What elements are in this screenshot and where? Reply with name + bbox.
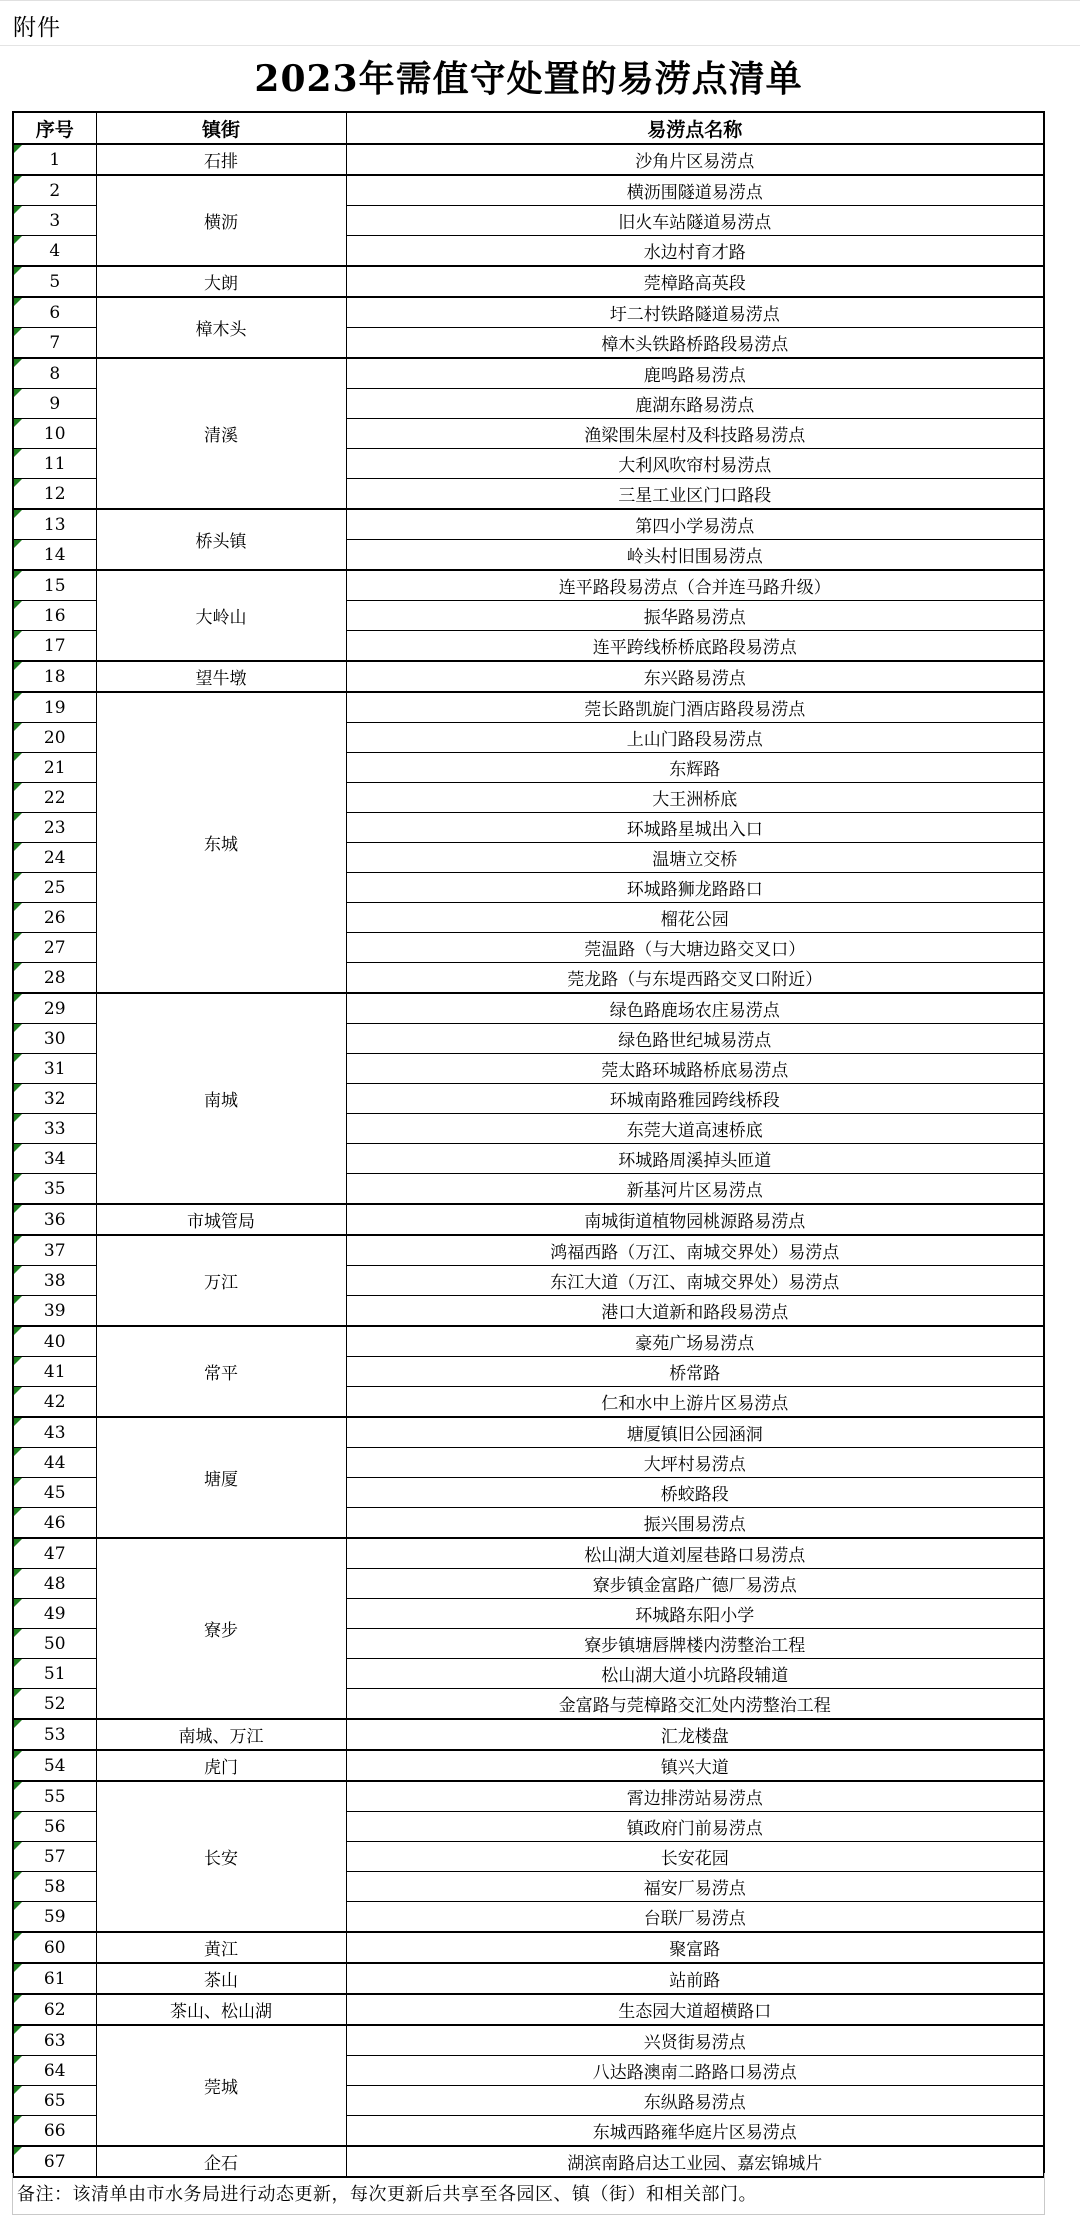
cell-flood-point-name: 兴贤街易涝点 (346, 2025, 1044, 2056)
cell-town: 塘厦 (96, 1417, 346, 1538)
cell-seq: 27 (13, 933, 96, 963)
cell-seq: 36 (13, 1204, 96, 1235)
cell-flood-point-name: 绿色路鹿场农庄易涝点 (346, 993, 1044, 1024)
column-header-town: 镇街 (96, 112, 346, 144)
cell-seq: 38 (13, 1266, 96, 1296)
cell-seq: 7 (13, 328, 96, 359)
column-header-name: 易涝点名称 (346, 112, 1044, 144)
table-row (13, 175, 1044, 206)
cell-seq: 67 (13, 2146, 96, 2177)
cell-flood-point-name: 旧火车站隧道易涝点 (346, 206, 1044, 236)
cell-seq: 66 (13, 2116, 96, 2147)
cell-flood-point-name: 塘厦镇旧公园涵洞 (346, 1417, 1044, 1448)
cell-flood-point-name: 台联厂易涝点 (346, 1902, 1044, 1933)
footnote: 备注：该清单由市水务局进行动态更新，每次更新后共享至各园区、镇（街）和相关部门。 (12, 2173, 1045, 2215)
cell-corner-flag-icon (14, 1266, 22, 1274)
cell-seq: 35 (13, 1174, 96, 1205)
table-row (13, 993, 1044, 1024)
cell-corner-flag-icon (14, 813, 22, 821)
cell-corner-flag-icon (14, 1174, 22, 1182)
cell-corner-flag-icon (14, 873, 22, 881)
cell-flood-point-name: 仁和水中上游片区易涝点 (346, 1387, 1044, 1418)
cell-seq: 29 (13, 993, 96, 1024)
cell-corner-flag-icon (14, 1629, 22, 1637)
cell-corner-flag-icon (14, 1872, 22, 1880)
cell-town: 茶山 (96, 1963, 346, 1994)
cell-corner-flag-icon (14, 1812, 22, 1820)
table-row (13, 1719, 1044, 1750)
cell-seq: 3 (13, 206, 96, 236)
cell-town: 望牛墩 (96, 661, 346, 692)
cell-seq: 31 (13, 1054, 96, 1084)
cell-flood-point-name: 横沥围隧道易涝点 (346, 175, 1044, 206)
cell-flood-point-name: 桥常路 (346, 1357, 1044, 1387)
cell-flood-point-name: 生态园大道超横路口 (346, 1994, 1044, 2025)
cell-town: 市城管局 (96, 1204, 346, 1235)
cell-seq: 41 (13, 1357, 96, 1387)
cell-seq: 32 (13, 1084, 96, 1114)
cell-flood-point-name: 莞长路凯旋门酒店路段易涝点 (346, 692, 1044, 723)
cell-corner-flag-icon (14, 1902, 22, 1910)
cell-seq: 19 (13, 692, 96, 723)
cell-town: 清溪 (96, 358, 346, 509)
cell-corner-flag-icon (14, 206, 22, 214)
cell-corner-flag-icon (14, 236, 22, 244)
flood-table-body (13, 144, 1044, 2177)
cell-corner-flag-icon (14, 1720, 22, 1728)
cell-corner-flag-icon (14, 1144, 22, 1152)
cell-flood-point-name: 环城路东阳小学 (346, 1599, 1044, 1629)
cell-corner-flag-icon (14, 1508, 22, 1516)
cell-corner-flag-icon (14, 540, 22, 548)
table-row (13, 1326, 1044, 1357)
cell-seq: 22 (13, 783, 96, 813)
cell-corner-flag-icon (14, 1327, 22, 1335)
cell-seq: 50 (13, 1629, 96, 1659)
table-row (13, 266, 1044, 297)
cell-town: 大朗 (96, 266, 346, 297)
table-header-row (13, 112, 1044, 144)
cell-seq: 45 (13, 1478, 96, 1508)
cell-seq: 42 (13, 1387, 96, 1418)
cell-town: 樟木头 (96, 297, 346, 358)
cell-seq: 61 (13, 1963, 96, 1994)
table-row (13, 1750, 1044, 1781)
table-row (13, 692, 1044, 723)
cell-flood-point-name: 聚富路 (346, 1932, 1044, 1963)
cell-corner-flag-icon (14, 1539, 22, 1547)
cell-town: 常平 (96, 1326, 346, 1417)
cell-corner-flag-icon (14, 145, 22, 153)
cell-seq: 53 (13, 1719, 96, 1750)
cell-town: 虎门 (96, 1750, 346, 1781)
cell-flood-point-name: 大坪村易涝点 (346, 1448, 1044, 1478)
cell-town: 石排 (96, 144, 346, 175)
cell-flood-point-name: 福安厂易涝点 (346, 1872, 1044, 1902)
cell-seq: 8 (13, 358, 96, 389)
cell-seq: 12 (13, 479, 96, 510)
cell-corner-flag-icon (14, 903, 22, 911)
cell-town: 大岭山 (96, 570, 346, 661)
cell-corner-flag-icon (14, 510, 22, 518)
cell-corner-flag-icon (14, 933, 22, 941)
cell-flood-point-name: 南城街道植物园桃源路易涝点 (346, 1204, 1044, 1235)
cell-corner-flag-icon (14, 1478, 22, 1486)
cell-corner-flag-icon (14, 843, 22, 851)
cell-corner-flag-icon (14, 1296, 22, 1304)
cell-flood-point-name: 渔梁围朱屋村及科技路易涝点 (346, 419, 1044, 449)
cell-flood-point-name: 东江大道（万江、南城交界处）易涝点 (346, 1266, 1044, 1296)
table-row (13, 1204, 1044, 1235)
cell-flood-point-name: 霄边排涝站易涝点 (346, 1781, 1044, 1812)
cell-corner-flag-icon (14, 693, 22, 701)
cell-flood-point-name: 温塘立交桥 (346, 843, 1044, 873)
cell-flood-point-name: 莞龙路（与东堤西路交叉口附近） (346, 963, 1044, 994)
cell-corner-flag-icon (14, 359, 22, 367)
cell-seq: 34 (13, 1144, 96, 1174)
cell-flood-point-name: 松山湖大道刘屋巷路口易涝点 (346, 1538, 1044, 1569)
cell-corner-flag-icon (14, 1236, 22, 1244)
cell-flood-point-name: 连平路段易涝点（合并连马路升级） (346, 570, 1044, 601)
cell-town: 莞城 (96, 2025, 346, 2146)
cell-seq: 1 (13, 144, 96, 175)
flood-points-table (12, 111, 1045, 2178)
cell-flood-point-name: 沙角片区易涝点 (346, 144, 1044, 175)
table-row (13, 1963, 1044, 1994)
cell-seq: 14 (13, 540, 96, 571)
cell-seq: 65 (13, 2086, 96, 2116)
cell-flood-point-name: 榴花公园 (346, 903, 1044, 933)
cell-seq: 20 (13, 723, 96, 753)
cell-seq: 25 (13, 873, 96, 903)
cell-flood-point-name: 鸿福西路（万江、南城交界处）易涝点 (346, 1235, 1044, 1266)
cell-corner-flag-icon (14, 449, 22, 457)
cell-flood-point-name: 圩二村铁路隧道易涝点 (346, 297, 1044, 328)
table-row (13, 2025, 1044, 2056)
table-row (13, 570, 1044, 601)
cell-corner-flag-icon (14, 1964, 22, 1972)
cell-seq: 30 (13, 1024, 96, 1054)
cell-corner-flag-icon (14, 1659, 22, 1667)
cell-corner-flag-icon (14, 2116, 22, 2124)
cell-seq: 17 (13, 631, 96, 662)
cell-flood-point-name: 长安花园 (346, 1842, 1044, 1872)
table-row (13, 661, 1044, 692)
cell-seq: 43 (13, 1417, 96, 1448)
cell-flood-point-name: 莞太路环城路桥底易涝点 (346, 1054, 1044, 1084)
table-row (13, 1235, 1044, 1266)
column-header-seq: 序号 (13, 112, 96, 144)
cell-corner-flag-icon (14, 2026, 22, 2034)
cell-seq: 37 (13, 1235, 96, 1266)
cell-seq: 13 (13, 509, 96, 540)
cell-seq: 62 (13, 1994, 96, 2025)
cell-corner-flag-icon (14, 2086, 22, 2094)
cell-corner-flag-icon (14, 1842, 22, 1850)
cell-flood-point-name: 寮步镇塘唇牌楼内涝整治工程 (346, 1629, 1044, 1659)
cell-corner-flag-icon (14, 723, 22, 731)
cell-corner-flag-icon (14, 1387, 22, 1395)
cell-flood-point-name: 绿色路世纪城易涝点 (346, 1024, 1044, 1054)
table-row (13, 297, 1044, 328)
cell-flood-point-name: 金富路与莞樟路交汇处内涝整治工程 (346, 1689, 1044, 1720)
cell-corner-flag-icon (14, 1448, 22, 1456)
cell-corner-flag-icon (14, 1418, 22, 1426)
cell-flood-point-name: 镇兴大道 (346, 1750, 1044, 1781)
table-row (13, 1538, 1044, 1569)
cell-corner-flag-icon (14, 419, 22, 427)
cell-flood-point-name: 水边村育才路 (346, 236, 1044, 267)
cell-seq: 33 (13, 1114, 96, 1144)
cell-seq: 56 (13, 1812, 96, 1842)
cell-corner-flag-icon (14, 994, 22, 1002)
table-row (13, 1417, 1044, 1448)
cell-flood-point-name: 三星工业区门口路段 (346, 479, 1044, 510)
cell-corner-flag-icon (14, 1054, 22, 1062)
cell-flood-point-name: 鹿湖东路易涝点 (346, 389, 1044, 419)
cell-flood-point-name: 环城路周溪掉头匝道 (346, 1144, 1044, 1174)
cell-seq: 21 (13, 753, 96, 783)
cell-town: 茶山、松山湖 (96, 1994, 346, 2025)
cell-seq: 15 (13, 570, 96, 601)
cell-flood-point-name: 莞樟路高英段 (346, 266, 1044, 297)
cell-town: 寮步 (96, 1538, 346, 1719)
cell-corner-flag-icon (14, 1357, 22, 1365)
attachment-label: 附件 (13, 15, 61, 41)
cell-flood-point-name: 莞温路（与大塘边路交叉口） (346, 933, 1044, 963)
cell-seq: 6 (13, 297, 96, 328)
cell-corner-flag-icon (14, 328, 22, 336)
cell-seq: 2 (13, 175, 96, 206)
cell-seq: 47 (13, 1538, 96, 1569)
cell-seq: 23 (13, 813, 96, 843)
cell-corner-flag-icon (14, 389, 22, 397)
cell-flood-point-name: 连平跨线桥桥底路段易涝点 (346, 631, 1044, 662)
cell-seq: 18 (13, 661, 96, 692)
cell-corner-flag-icon (14, 783, 22, 791)
cell-flood-point-name: 站前路 (346, 1963, 1044, 1994)
cell-flood-point-name: 汇龙楼盘 (346, 1719, 1044, 1750)
cell-flood-point-name: 东兴路易涝点 (346, 661, 1044, 692)
cell-seq: 46 (13, 1508, 96, 1539)
cell-flood-point-name: 鹿鸣路易涝点 (346, 358, 1044, 389)
cell-flood-point-name: 环城南路雅园跨线桥段 (346, 1084, 1044, 1114)
cell-flood-point-name: 振兴围易涝点 (346, 1508, 1044, 1539)
cell-corner-flag-icon (14, 1751, 22, 1759)
cell-corner-flag-icon (14, 753, 22, 761)
cell-corner-flag-icon (14, 662, 22, 670)
cell-corner-flag-icon (14, 1599, 22, 1607)
cell-corner-flag-icon (14, 298, 22, 306)
cell-corner-flag-icon (14, 1205, 22, 1213)
cell-seq: 40 (13, 1326, 96, 1357)
cell-flood-point-name: 桥蛟路段 (346, 1478, 1044, 1508)
cell-seq: 28 (13, 963, 96, 994)
cell-corner-flag-icon (14, 571, 22, 579)
cell-corner-flag-icon (14, 1569, 22, 1577)
cell-seq: 5 (13, 266, 96, 297)
cell-corner-flag-icon (14, 631, 22, 639)
cell-seq: 63 (13, 2025, 96, 2056)
cell-seq: 11 (13, 449, 96, 479)
cell-seq: 57 (13, 1842, 96, 1872)
cell-corner-flag-icon (14, 267, 22, 275)
cell-flood-point-name: 东纵路易涝点 (346, 2086, 1044, 2116)
cell-corner-flag-icon (14, 2147, 22, 2155)
cell-flood-point-name: 东莞大道高速桥底 (346, 1114, 1044, 1144)
cell-seq: 52 (13, 1689, 96, 1720)
page-title: 2023年需值守处置的易涝点清单 (254, 58, 803, 100)
cell-flood-point-name: 东城西路雍华庭片区易涝点 (346, 2116, 1044, 2147)
cell-flood-point-name: 豪苑广场易涝点 (346, 1326, 1044, 1357)
cell-town: 万江 (96, 1235, 346, 1326)
cell-flood-point-name: 东辉路 (346, 753, 1044, 783)
cell-seq: 39 (13, 1296, 96, 1327)
cell-flood-point-name: 港口大道新和路段易涝点 (346, 1296, 1044, 1327)
cell-seq: 16 (13, 601, 96, 631)
cell-corner-flag-icon (14, 1689, 22, 1697)
cell-seq: 51 (13, 1659, 96, 1689)
cell-flood-point-name: 振华路易涝点 (346, 601, 1044, 631)
cell-corner-flag-icon (14, 1084, 22, 1092)
cell-town: 南城、万江 (96, 1719, 346, 1750)
page-gridline (0, 45, 1080, 46)
cell-corner-flag-icon (14, 963, 22, 971)
cell-town: 横沥 (96, 175, 346, 266)
cell-flood-point-name: 环城路星城出入口 (346, 813, 1044, 843)
table-row (13, 1994, 1044, 2025)
cell-seq: 48 (13, 1569, 96, 1599)
cell-flood-point-name: 镇政府门前易涝点 (346, 1812, 1044, 1842)
cell-corner-flag-icon (14, 1782, 22, 1790)
table-row (13, 1781, 1044, 1812)
cell-flood-point-name: 寮步镇金富路广德厂易涝点 (346, 1569, 1044, 1599)
cell-corner-flag-icon (14, 1933, 22, 1941)
cell-seq: 60 (13, 1932, 96, 1963)
cell-seq: 4 (13, 236, 96, 267)
cell-town: 黄江 (96, 1932, 346, 1963)
cell-corner-flag-icon (14, 1024, 22, 1032)
cell-flood-point-name: 樟木头铁路桥路段易涝点 (346, 328, 1044, 359)
cell-flood-point-name: 松山湖大道小坑路段辅道 (346, 1659, 1044, 1689)
cell-seq: 64 (13, 2056, 96, 2086)
cell-corner-flag-icon (14, 601, 22, 609)
table-row (13, 144, 1044, 175)
cell-corner-flag-icon (14, 176, 22, 184)
cell-town: 长安 (96, 1781, 346, 1932)
table-row (13, 509, 1044, 540)
cell-flood-point-name: 环城路狮龙路路口 (346, 873, 1044, 903)
cell-corner-flag-icon (14, 1114, 22, 1122)
cell-seq: 58 (13, 1872, 96, 1902)
cell-flood-point-name: 大利风吹帘村易涝点 (346, 449, 1044, 479)
cell-corner-flag-icon (14, 479, 22, 487)
cell-flood-point-name: 八达路澳南二路路口易涝点 (346, 2056, 1044, 2086)
cell-town: 东城 (96, 692, 346, 993)
cell-flood-point-name: 上山门路段易涝点 (346, 723, 1044, 753)
cell-corner-flag-icon (14, 2056, 22, 2064)
cell-seq: 10 (13, 419, 96, 449)
cell-flood-point-name: 第四小学易涝点 (346, 509, 1044, 540)
table-row (13, 1932, 1044, 1963)
cell-seq: 59 (13, 1902, 96, 1933)
cell-town: 企石 (96, 2146, 346, 2177)
table-row (13, 358, 1044, 389)
cell-town: 桥头镇 (96, 509, 346, 570)
cell-seq: 9 (13, 389, 96, 419)
cell-flood-point-name: 大王洲桥底 (346, 783, 1044, 813)
cell-seq: 24 (13, 843, 96, 873)
cell-seq: 49 (13, 1599, 96, 1629)
cell-flood-point-name: 岭头村旧围易涝点 (346, 540, 1044, 571)
cell-town: 南城 (96, 993, 346, 1204)
cell-seq: 55 (13, 1781, 96, 1812)
cell-seq: 26 (13, 903, 96, 933)
cell-flood-point-name: 湖滨南路启达工业园、嘉宏锦城片 (346, 2146, 1044, 2177)
cell-seq: 54 (13, 1750, 96, 1781)
cell-corner-flag-icon (14, 1995, 22, 2003)
cell-seq: 44 (13, 1448, 96, 1478)
cell-flood-point-name: 新基河片区易涝点 (346, 1174, 1044, 1205)
